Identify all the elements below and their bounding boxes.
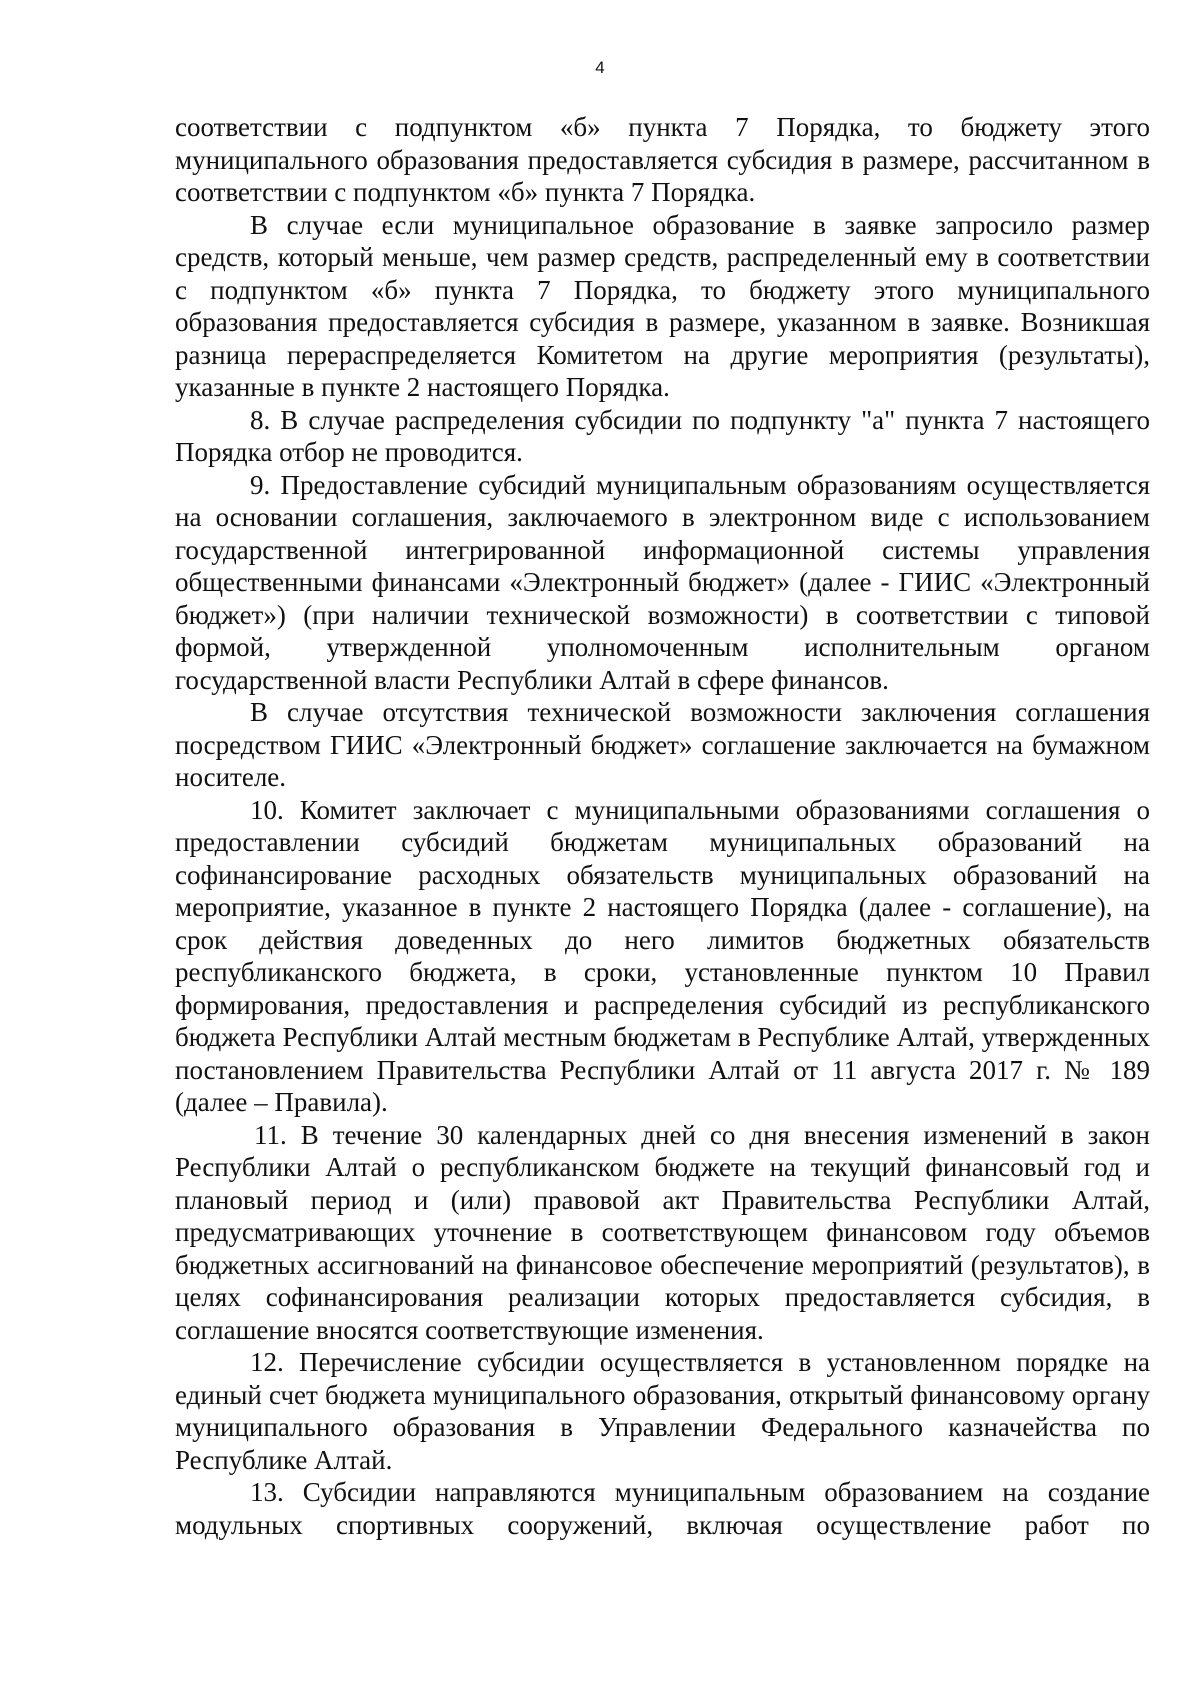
paragraph-11: 11. В течение 30 календарных дней со дня внесения изменений в закон Республики Алтай о республиканском бюджете на текущий финансовый год и плановый период и (или) правовой акт Правительства Республики Алтай, предусматривающих уточнение в соответствующем финансовом году объемов бюджетных ассигнований на финансовое обеспечение мероприятий (результатов), в целях софинансирования реализации которых предоставляется субсидия, в соглашение вносятся соответствующие изменения. (175, 1119, 1150, 1345)
paragraph-10: 10. Комитет заключает с муниципальными образованиями соглашения о предоставлении субсидий бюджетам муниципальных образований на софинансирование расходных обязательств муниципальных образований на мероприятие, указанное в пункте 2 настоящего Порядка (далее - соглашение), на срок действия доведенных до него лимитов бюджетных обязательств республиканского бюджета, в сроки, установленные пунктом 10 Правил формирования, предоставления и распределения субсидий из республиканского бюджета Республики Алтай местным бюджетам в Республике Алтай, утвержденных постановлением Правительства Республики Алтай от 11 августа 2017 г. № 189 (далее – Правила). (175, 794, 1150, 1117)
document-body (175, 111, 1150, 1541)
paragraph-no-technical-possibility: В случае отсутствия технической возможности заключения соглашения посредством ГИИС «Электронный бюджет» соглашение заключается на бумажном носителе. (175, 697, 1150, 792)
page-number: 4 (595, 58, 605, 77)
paragraph-12: 12. Перечисление субсидии осуществляется в установленном порядке на единый счет бюджета муниципального образования, открытый финансовому органу муниципального образования в Управлении Федерального казначейства по Республике Алтай. (175, 1347, 1150, 1475)
paragraph-8: 8. В случае распределения субсидии по подпункту "а" пункта 7 настоящего Порядка отбор не проводится. (175, 404, 1150, 467)
paragraph-continuation: соответствии с подпунктом «б» пункта 7 Порядка, то бюджету этого муниципального образования предоставляется субсидия в размере, рассчитанном в соответствии с подпунктом «б» пункта 7 Порядка. (175, 112, 1150, 207)
paragraph-13: 13. Субсидии направляются муниципальным образованием на создание модульных спортивных сооружений, включая осуществление работ по (175, 1477, 1150, 1540)
paragraph-request-smaller: В случае если муниципальное образование в заявке запросило размер средств, который меньше, чем размер средств, распределенный ему в соответствии с подпунктом «б» пункта 7 Порядка, то бюджету этого муниципального образования предоставляется субсидия в размере, указанном в заявке. Возникшая разница перераспределяется Комитетом на другие мероприятия (результаты), указанные в пункте 2 настоящего Порядка. (175, 209, 1150, 402)
paragraph-9: 9. Предоставление субсидий муниципальным образованиям осуществляется на основании соглашения, заключаемого в электронном виде с использованием государственной интегрированной информационной системы управления общественными финансами «Электронный бюджет» (далее - ГИИС «Электронный бюджет») (при наличии технической возможности) в соответствии с типовой формой, утвержденной уполномоченным исполнительным органом государственной власти Республики Алтай в сфере финансов. (175, 469, 1150, 695)
